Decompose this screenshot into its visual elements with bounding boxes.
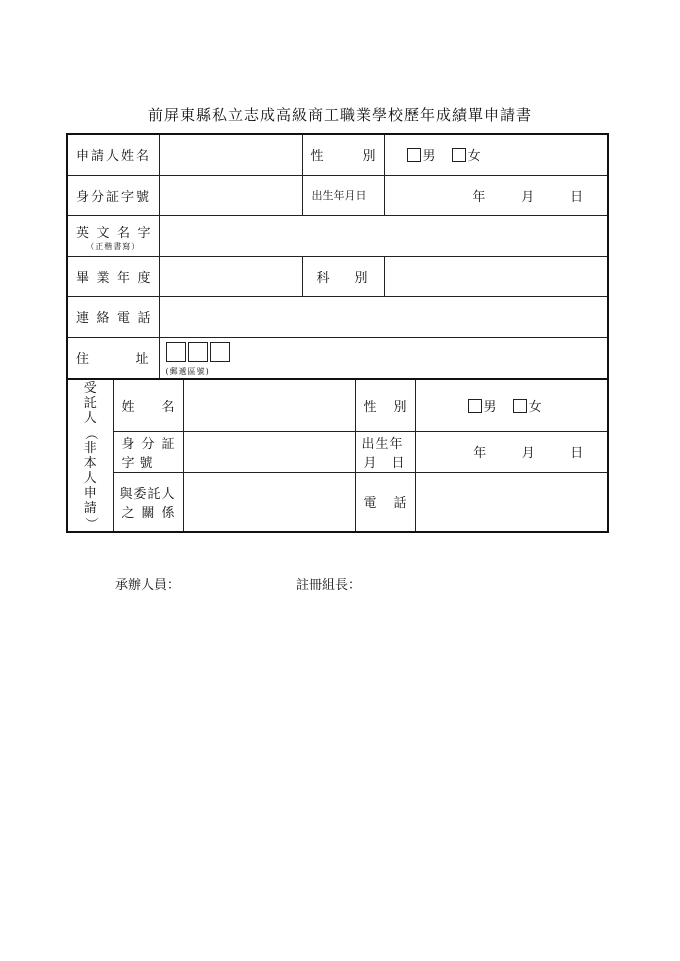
proxy-gender-label: 性 別 xyxy=(355,379,415,431)
zip-box[interactable] xyxy=(166,342,186,362)
id-field[interactable] xyxy=(159,175,302,215)
proxy-birth-label: 出生年 月 日 xyxy=(355,431,415,472)
zip-box[interactable] xyxy=(210,342,230,362)
proxy-relation-label: 與委託人 之 關 係 xyxy=(113,472,183,532)
male-checkbox[interactable] xyxy=(407,148,421,162)
gender-field xyxy=(384,134,608,175)
proxy-birth-field[interactable]: 年 月 日 xyxy=(415,431,608,472)
proxy-side-char: 請 xyxy=(83,500,97,516)
proxy-relation-field[interactable] xyxy=(183,472,355,532)
address-label: 住 址 xyxy=(67,337,159,379)
zip-box[interactable] xyxy=(188,342,208,362)
english-name-field[interactable] xyxy=(159,215,608,256)
proxy-side-char: 非 xyxy=(83,440,97,456)
applicant-name-label: 申請人姓名 xyxy=(67,134,159,175)
proxy-side-text xyxy=(68,381,113,531)
grad-year-label: 畢 業 年 度 xyxy=(67,256,159,296)
phone-field[interactable] xyxy=(159,296,608,337)
proxy-side-char: ） xyxy=(82,516,98,530)
proxy-name-field[interactable] xyxy=(183,379,355,431)
phone-label: 連 絡 電 話 xyxy=(67,296,159,337)
proxy-female-label: 女 xyxy=(528,399,542,415)
male-label: 男 xyxy=(422,149,436,165)
birth-field[interactable]: 年 月 日 xyxy=(384,175,608,215)
proxy-phone-label: 電 話 xyxy=(355,472,415,532)
proxy-table xyxy=(66,378,609,533)
proxy-side-char: 人 xyxy=(83,470,97,486)
department-label: 科 別 xyxy=(302,256,384,296)
female-checkbox[interactable] xyxy=(452,148,466,162)
id-label: 身分証字號 xyxy=(67,175,159,215)
proxy-female-checkbox[interactable] xyxy=(513,399,527,413)
department-field[interactable] xyxy=(384,256,608,296)
proxy-name-label: 姓 名 xyxy=(113,379,183,431)
grad-year-field[interactable] xyxy=(159,256,302,296)
english-name-label: 英 文 名 字 （正楷書寫） xyxy=(67,215,159,256)
proxy-side-char: （ xyxy=(82,426,98,440)
proxy-side-char: 本 xyxy=(83,455,97,471)
proxy-side-label xyxy=(67,379,113,532)
birth-label: 出生年月日 xyxy=(302,175,384,215)
proxy-side-char: 申 xyxy=(83,485,97,501)
gender-label: 性 別 xyxy=(302,134,384,175)
english-name-note: （正楷書寫） xyxy=(86,241,141,251)
proxy-gender-field xyxy=(415,379,608,431)
form-title: 前屏東縣私立志成高級商工職業學校歷年成績單申請書 xyxy=(147,106,532,124)
applicant-table xyxy=(66,133,609,380)
registrar-label: 註冊組長： xyxy=(296,577,362,592)
applicant-name-field[interactable] xyxy=(159,134,302,175)
zip-note: (郵遞區號) xyxy=(165,366,210,376)
proxy-male-label: 男 xyxy=(483,399,497,415)
proxy-male-checkbox[interactable] xyxy=(468,399,482,413)
address-field[interactable] xyxy=(159,337,608,379)
female-label: 女 xyxy=(467,149,481,165)
handler-label: 承辦人員： xyxy=(115,577,181,592)
proxy-id-label: 身 分 証 字 號 xyxy=(113,431,183,472)
proxy-side-char: 託 xyxy=(83,395,97,411)
proxy-id-field[interactable] xyxy=(183,431,355,472)
proxy-side-char: 人 xyxy=(83,410,97,426)
proxy-phone-field[interactable] xyxy=(415,472,608,532)
proxy-side-char: 受 xyxy=(83,380,97,396)
